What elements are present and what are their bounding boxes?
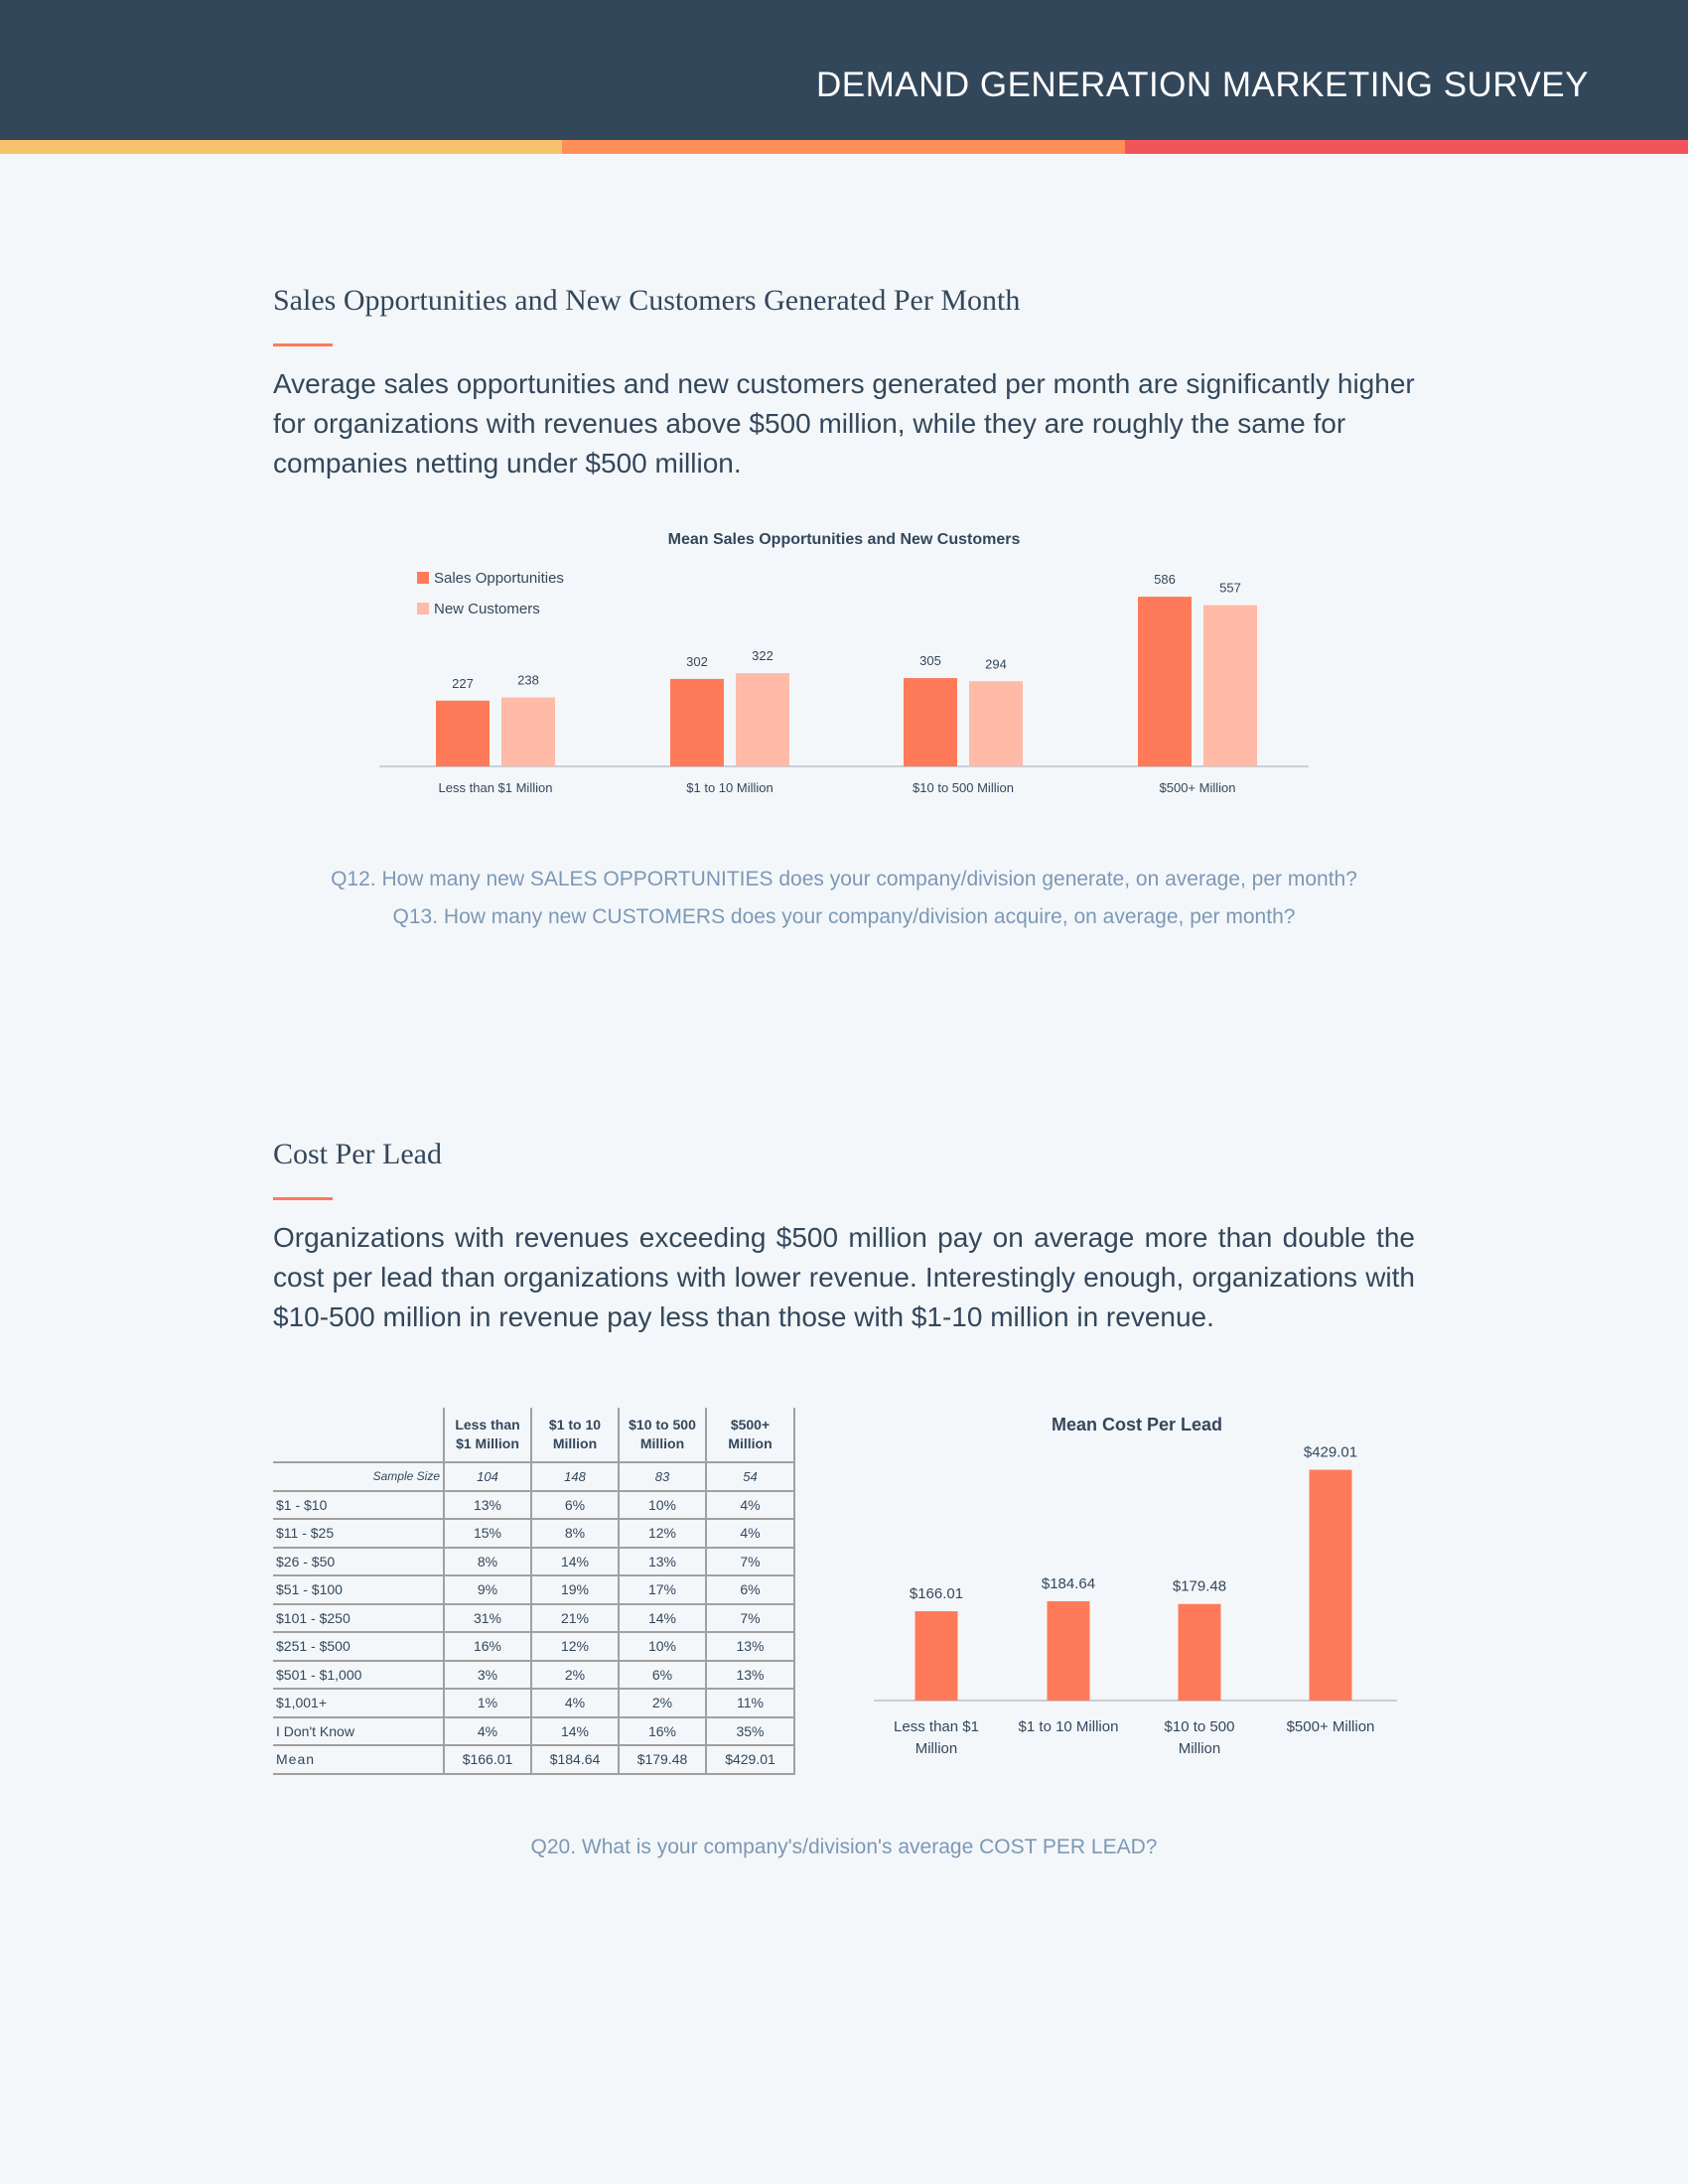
table-cell: 17% <box>619 1575 706 1604</box>
bar-sales-opportunities <box>904 678 957 766</box>
table-column-header: $10 to 500 Million <box>619 1408 706 1462</box>
table-cell: 15% <box>444 1519 531 1548</box>
table-cell: $166.01 <box>444 1745 531 1774</box>
data-label: 227 <box>452 675 474 691</box>
table-cell: $429.01 <box>706 1745 794 1774</box>
table-row <box>273 1632 794 1661</box>
x-tick-label: $500+ Million <box>1159 780 1236 795</box>
table-cell: 83 <box>619 1462 706 1491</box>
table-row-label: $51 - $100 <box>273 1575 444 1604</box>
chart-mean-cost-per-lead <box>864 1405 1410 1762</box>
table-header-row <box>273 1408 794 1462</box>
table-row <box>273 1491 794 1520</box>
table-cell: 21% <box>531 1604 619 1633</box>
section-underline <box>273 343 333 346</box>
table-row-label: $11 - $25 <box>273 1519 444 1548</box>
x-tick-label: Less than $1 <box>894 1718 979 1735</box>
data-label: 322 <box>752 648 774 664</box>
table-cell: 7% <box>706 1548 794 1576</box>
data-label: 305 <box>919 653 941 669</box>
table-row <box>273 1689 794 1717</box>
table-cell: 1% <box>444 1689 531 1717</box>
data-label: 294 <box>985 656 1007 672</box>
table-cell: 14% <box>619 1604 706 1633</box>
section-title-sales-opportunities: Sales Opportunities and New Customers Generated Per Month <box>273 284 1021 317</box>
chart-sales-opportunities <box>367 516 1321 814</box>
table-row-sample-size <box>273 1462 794 1491</box>
accent-stripe-red <box>1125 140 1688 154</box>
table-row <box>273 1604 794 1633</box>
chart-title: Mean Sales Opportunities and New Customers <box>667 531 1021 548</box>
accent-stripe-orange <box>562 140 1125 154</box>
table-cell: 4% <box>444 1717 531 1746</box>
table-row-label: I Don't Know <box>273 1717 444 1746</box>
table-cell: 54 <box>706 1462 794 1491</box>
table-cell: 13% <box>444 1491 531 1520</box>
table-cell: 8% <box>444 1548 531 1576</box>
x-tick-label: $1 to 10 Million <box>1018 1718 1119 1735</box>
question-q12: Q12. How many new SALES OPPORTUNITIES does your company/division generate, on average, per month? <box>331 868 1357 890</box>
table-cell: 9% <box>444 1575 531 1604</box>
table-cell: 8% <box>531 1519 619 1548</box>
table-column-header: Less than $1 Million <box>444 1408 531 1462</box>
table-cell: 3% <box>444 1661 531 1690</box>
bar-new-customers <box>1203 606 1257 766</box>
table-cell: 148 <box>531 1462 619 1491</box>
data-label: $166.01 <box>909 1585 964 1603</box>
table-cell: 7% <box>706 1604 794 1633</box>
table-cell: 12% <box>531 1632 619 1661</box>
table-corner <box>273 1408 444 1462</box>
table-cell: $179.48 <box>619 1745 706 1774</box>
section-body-sales-opportunities: Average sales opportunities and new customers generated per month are significantly higher for organizations with revenues above $500 million, while they are roughly the same for companies netting under $500 million. <box>273 368 1415 478</box>
x-tick-label: $10 to 500 Million <box>913 780 1014 795</box>
x-tick-label: $500+ Million <box>1286 1718 1375 1735</box>
table-cell: $184.64 <box>531 1745 619 1774</box>
table-cell: 6% <box>706 1575 794 1604</box>
data-label: 557 <box>1219 580 1241 596</box>
table-cell: 2% <box>619 1689 706 1717</box>
table-row-label: $1 - $10 <box>273 1491 444 1520</box>
table-row <box>273 1548 794 1576</box>
bar-cost-per-lead <box>1310 1470 1352 1701</box>
cost-per-lead-table <box>273 1408 795 1775</box>
table-cell: 35% <box>706 1717 794 1746</box>
table-cell: 10% <box>619 1632 706 1661</box>
table-cell: 4% <box>706 1491 794 1520</box>
bar-cost-per-lead <box>1048 1601 1090 1701</box>
table-cell: 13% <box>706 1632 794 1661</box>
table-column-header: $1 to 10 Million <box>531 1408 619 1462</box>
legend-swatch <box>417 603 429 614</box>
table-row-label: $101 - $250 <box>273 1604 444 1633</box>
table-cell: 16% <box>619 1717 706 1746</box>
table-row <box>273 1519 794 1548</box>
x-tick-label: $10 to 500 <box>1164 1718 1235 1735</box>
data-label: 238 <box>517 672 539 688</box>
legend-swatch <box>417 572 429 584</box>
table-cell: 104 <box>444 1462 531 1491</box>
table-cell: 6% <box>619 1661 706 1690</box>
question-q13: Q13. How many new CUSTOMERS does your company/division acquire, on average, per month? <box>392 905 1296 928</box>
table-cell: 4% <box>706 1519 794 1548</box>
bar-sales-opportunities <box>670 679 724 766</box>
bar-cost-per-lead <box>1179 1604 1221 1701</box>
table-cell: 10% <box>619 1491 706 1520</box>
x-tick-label: Less than $1 Million <box>438 780 553 795</box>
table-row <box>273 1661 794 1690</box>
table-row <box>273 1717 794 1746</box>
table-row-label: $251 - $500 <box>273 1632 444 1661</box>
bar-sales-opportunities <box>436 701 490 766</box>
bar-new-customers <box>736 673 789 766</box>
table-cell: 12% <box>619 1519 706 1548</box>
legend-label: New Customers <box>434 601 540 617</box>
x-tick-label: Million <box>914 1740 958 1757</box>
data-label: $429.01 <box>1303 1443 1358 1461</box>
table-cell: 31% <box>444 1604 531 1633</box>
table-column-header: $500+ Million <box>706 1408 794 1462</box>
table-row <box>273 1575 794 1604</box>
data-label: 302 <box>686 653 708 669</box>
section-title-cost-per-lead: Cost Per Lead <box>273 1138 442 1170</box>
header-title: DEMAND GENERATION MARKETING SURVEY <box>815 66 1589 104</box>
table-row-label: Sample Size <box>273 1462 444 1491</box>
chart-title: Mean Cost Per Lead <box>1051 1415 1223 1434</box>
table-cell: 16% <box>444 1632 531 1661</box>
table-cell: 13% <box>619 1548 706 1576</box>
bar-sales-opportunities <box>1138 597 1192 766</box>
x-tick-label: $1 to 10 Million <box>686 780 774 795</box>
table-cell: 6% <box>531 1491 619 1520</box>
data-label: $184.64 <box>1041 1574 1096 1592</box>
page-header <box>0 0 1688 140</box>
table-cell: 13% <box>706 1661 794 1690</box>
data-label: $179.48 <box>1172 1577 1227 1595</box>
accent-stripe-yellow <box>0 140 562 154</box>
table-cell: 4% <box>531 1689 619 1717</box>
table-row-label: $1,001+ <box>273 1689 444 1717</box>
bar-cost-per-lead <box>915 1611 958 1701</box>
section-underline <box>273 1197 333 1200</box>
table-cell: 19% <box>531 1575 619 1604</box>
legend-label: Sales Opportunities <box>434 570 564 587</box>
table-cell: 14% <box>531 1717 619 1746</box>
table-cell: 14% <box>531 1548 619 1576</box>
table-cell: 11% <box>706 1689 794 1717</box>
x-tick-label: Million <box>1178 1740 1221 1757</box>
table-row <box>273 1745 794 1774</box>
data-label: 586 <box>1154 572 1176 588</box>
table-row-label: Mean <box>273 1745 444 1774</box>
section-body-cost-per-lead: Organizations with revenues exceeding $500 million pay on average more than double the cost per lead than organizations with lower revenue. Interestingly enough, organizations with $10-500 million in revenue pay less than those with $1-10 million in revenue. <box>273 1222 1415 1332</box>
table-row-label: $501 - $1,000 <box>273 1661 444 1690</box>
question-q20: Q20. What is your company's/division's average COST PER LEAD? <box>530 1836 1158 1858</box>
bar-new-customers <box>969 681 1023 766</box>
bar-new-customers <box>501 698 555 766</box>
table-row-label: $26 - $50 <box>273 1548 444 1576</box>
table-cell: 2% <box>531 1661 619 1690</box>
